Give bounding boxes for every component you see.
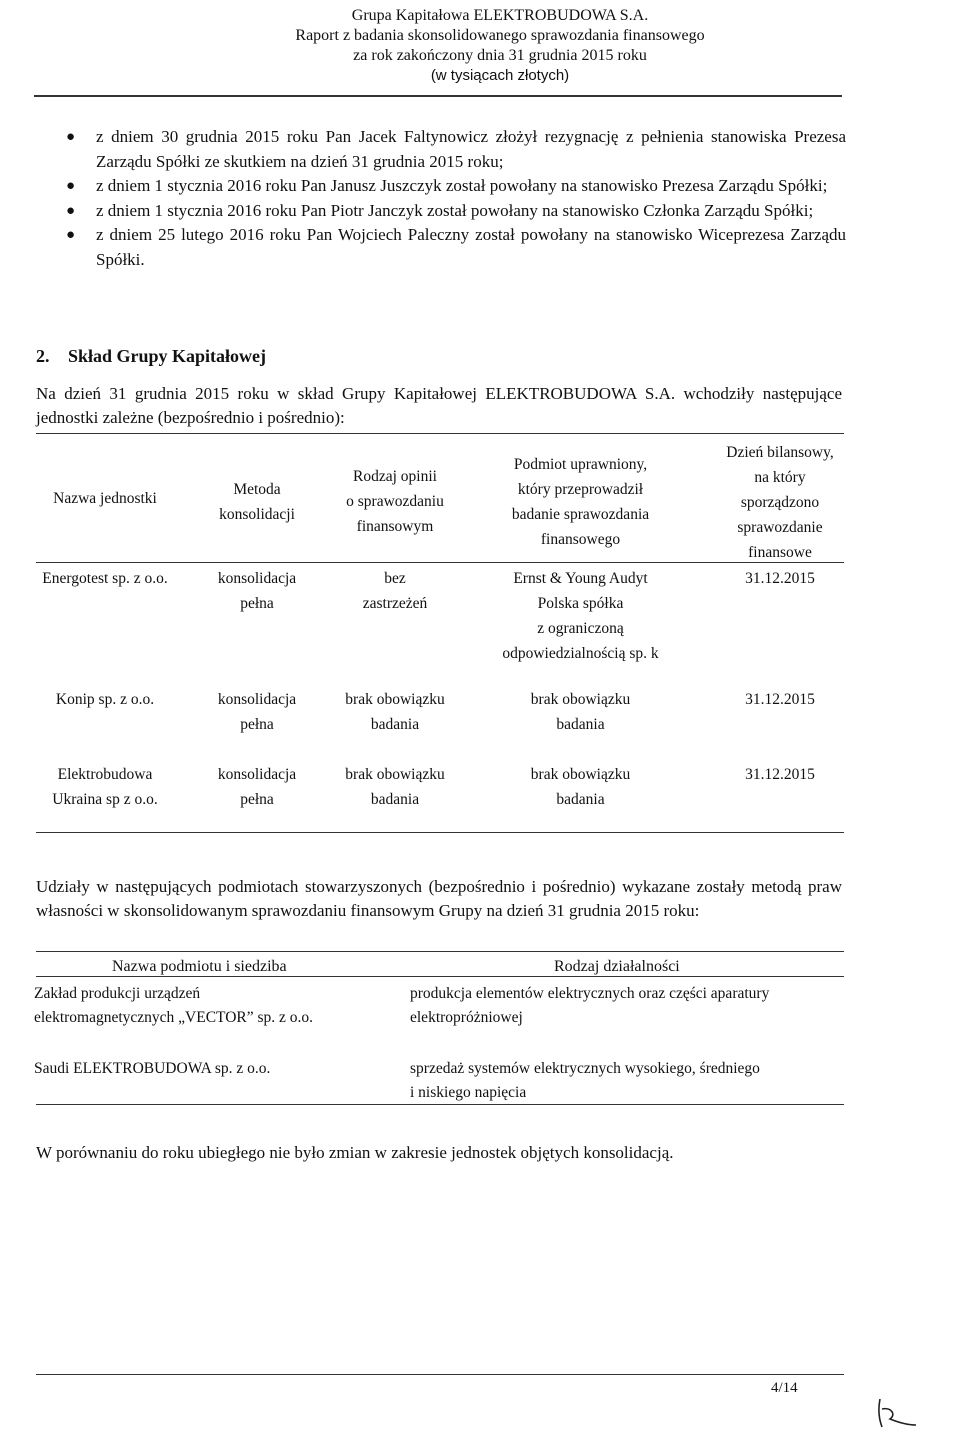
cell-entity-name: Energotest sp. z o.o.	[42, 570, 168, 587]
header-company: Grupa Kapitałowa ELEKTROBUDOWA S.A.	[351, 7, 649, 24]
list-item: ● z dniem 1 stycznia 2016 roku Pan Piotr Janczyk został powołany na stanowisko Członka Zarządu Spółki;	[36, 199, 846, 224]
header-divider	[34, 95, 842, 97]
page-number: 4/14	[771, 1380, 798, 1396]
bullet-icon: ●	[66, 202, 76, 219]
initials-signature-icon	[870, 1395, 920, 1430]
associates-intro: Udziały w następujących podmiotach stowarzyszonych (bezpośrednio i pośrednio) wykazane zostały metodą praw własności w skonsolidowanym sprawozdaniu finansowym Grupy na dzień 31 grudnia 2015 roku:	[36, 877, 842, 920]
header-report-title: Raport z badania skonsolidowanego sprawozdania finansowego	[295, 27, 705, 44]
cell-opinion: bez zastrzeżeń	[362, 570, 428, 612]
bullet-icon: ●	[66, 129, 76, 145]
list-item: ● z dniem 25 lutego 2016 roku Pan Wojciech Paleczny został powołany na stanowisko Wiceprezesa Zarządu Spółki.	[66, 225, 846, 269]
header-auditor: Podmiot uprawniony, który przeprowadził badanie sprawozdania finansowego	[511, 456, 650, 548]
header-method: Metoda konsolidacji	[219, 481, 295, 523]
closing-statement: W porównaniu do roku ubiegłego nie było zmian w zakresie jednostek objętych konsolidacją.	[36, 1143, 674, 1162]
section-number: 2.	[36, 346, 50, 366]
cell-method: konsolidacja pełna	[217, 691, 297, 733]
section-heading	[36, 346, 266, 367]
cell-associate-name: Saudi ELEKTROBUDOWA sp. z o.o.	[34, 1060, 271, 1077]
table-divider	[36, 976, 844, 977]
header-opinion: Rodzaj opinii o sprawozdaniu finansowym	[346, 468, 444, 535]
cell-associate-activity: produkcja elementów elektrycznych oraz części aparatury elektropróżniowej	[410, 985, 770, 1026]
table-divider	[36, 832, 844, 833]
cell-entity-name: Elektrobudowa Ukraina sp z o.o.	[52, 766, 158, 808]
cell-auditor: brak obowiązku badania	[530, 766, 631, 808]
table-divider	[36, 433, 844, 434]
table-divider	[36, 951, 844, 952]
cell-method: konsolidacja pełna	[217, 766, 297, 808]
report-header	[0, 6, 960, 86]
cell-opinion: brak obowiązku badania	[345, 691, 445, 733]
cell-opinion: brak obowiązku badania	[345, 766, 445, 808]
cell-auditor: brak obowiązku badania	[530, 691, 631, 733]
cell-entity-name: Konip sp. z o.o.	[55, 691, 155, 708]
header-balance-date: Dzień bilansowy, na który sporządzono sprawozdanie finansowe	[726, 444, 834, 561]
cell-associate-name: Zakład produkcji urządzeń elektromagnetycznych „VECTOR” sp. z o.o.	[34, 985, 314, 1026]
cell-method: konsolidacja pełna	[217, 570, 297, 612]
cell-associate-activity: sprzedaż systemów elektrycznych wysokiego, średniego i niskiego napięcia	[410, 1060, 760, 1101]
header-entity-name: Nazwa jednostki	[53, 490, 157, 507]
section-title: Skład Grupy Kapitałowej	[68, 346, 267, 366]
associates-header-name: Nazwa podmiotu i siedziba	[112, 958, 287, 975]
header-period: za rok zakończony dnia 31 grudnia 2015 roku	[353, 47, 647, 64]
bullet-icon: ●	[66, 227, 76, 243]
management-changes-list	[36, 125, 846, 272]
list-item: ● z dniem 30 grudnia 2015 roku Pan Jacek Faltynowicz złożył rezygnację z pełnienia stanowiska Prezesa Zarządu Spółki ze skutkiem na dzień 31 grudnia 2015 roku;	[66, 127, 846, 171]
associates-header-activity: Rodzaj działalności	[554, 958, 680, 975]
header-units: (w tysiącach złotych)	[430, 67, 570, 84]
section-intro: Na dzień 31 grudnia 2015 roku w skład Grupy Kapitałowej ELEKTROBUDOWA S.A. wchodziły następujące jednostki zależne (bezpośrednio i pośrednio):	[36, 384, 842, 427]
cell-balance-date: 31.12.2015	[745, 570, 815, 587]
bullet-icon: ●	[66, 178, 76, 194]
cell-balance-date: 31.12.2015	[745, 691, 815, 708]
cell-auditor: Ernst & Young Audyt Polska spółka z ograniczoną odpowiedzialnością sp. k	[502, 570, 659, 662]
footer-divider	[36, 1374, 844, 1375]
list-item: ● z dniem 1 stycznia 2016 roku Pan Janusz Juszczyk został powołany na stanowisko Prezesa Zarządu Spółki;	[36, 174, 846, 199]
cell-balance-date: 31.12.2015	[745, 766, 815, 783]
